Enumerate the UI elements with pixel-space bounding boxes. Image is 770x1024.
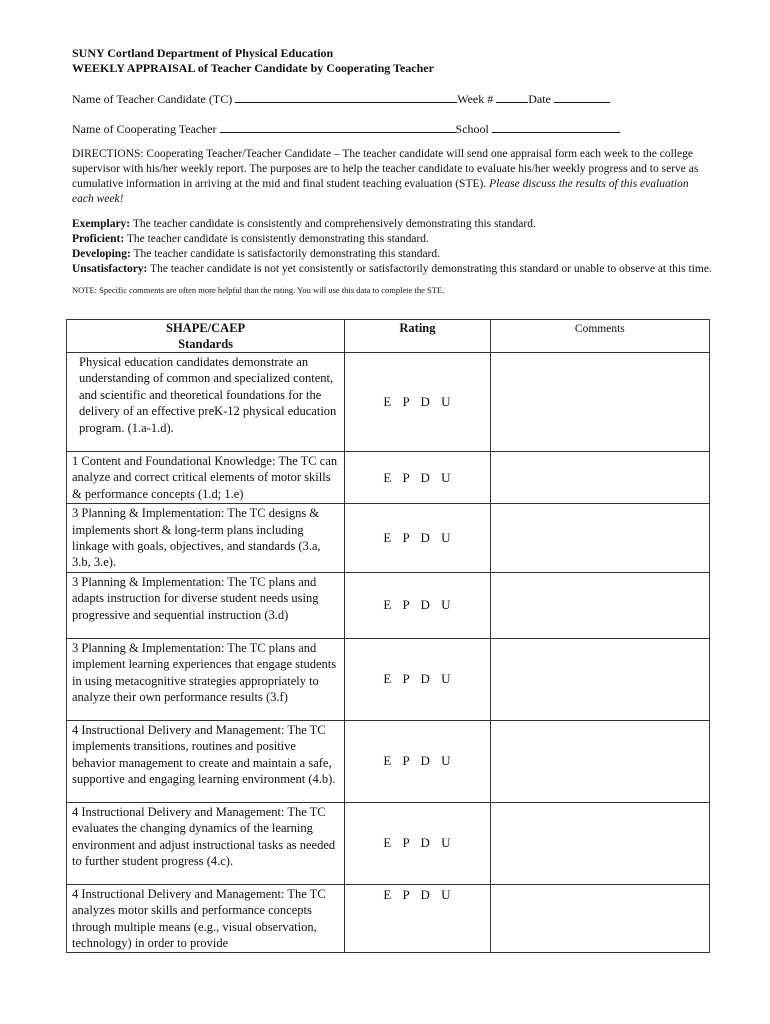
comments-cell[interactable] bbox=[490, 504, 709, 573]
ct-name-row bbox=[72, 121, 712, 137]
tc-name-row bbox=[72, 91, 712, 107]
note: NOTE: Specific comments are often more helpful than the rating. You will use this data to complete the STE. bbox=[72, 285, 445, 295]
table-row bbox=[67, 572, 710, 638]
week-field[interactable] bbox=[496, 91, 528, 103]
date-field[interactable] bbox=[554, 91, 610, 103]
definition-exemplary: Exemplary: The teacher candidate is consistently and comprehensively demonstrating this standard. bbox=[72, 218, 536, 230]
comments-cell[interactable] bbox=[490, 452, 709, 504]
definition-proficient: Proficient: The teacher candidate is consistently demonstrating this standard. bbox=[72, 233, 429, 245]
ct-name-label: Name of Cooperating Teacher bbox=[72, 122, 217, 136]
standard-text: 1 Content and Foundational Knowledge: The TC can analyze and correct critical elements of motor skills & performance concepts (1.d; 1.e) bbox=[67, 452, 345, 504]
rating-options[interactable]: E P D U bbox=[345, 504, 491, 573]
comments-cell[interactable] bbox=[490, 572, 709, 638]
rating-options[interactable]: E P D U bbox=[345, 720, 491, 802]
form-title: WEEKLY APPRAISAL of Teacher Candidate by Cooperating Teacher bbox=[72, 61, 434, 75]
directions-emphasis: Please discuss the results of this evaluation each week! bbox=[72, 178, 689, 205]
ct-name-field[interactable] bbox=[220, 121, 456, 133]
week-label: Week # bbox=[457, 92, 494, 106]
definition-developing: Developing: The teacher candidate is satisfactorily demonstrating this standard. bbox=[72, 248, 441, 260]
standard-text: 4 Instructional Delivery and Management: The TC analyzes motor skills and performance concepts through multiple means (e.g., visual observation, technology) in order to provide bbox=[67, 884, 345, 953]
comments-header: Comments bbox=[490, 320, 709, 353]
rating-options[interactable]: E P D U bbox=[345, 452, 491, 504]
comments-cell[interactable] bbox=[490, 353, 709, 452]
rating-options[interactable]: E P D U bbox=[345, 802, 491, 884]
comments-cell[interactable] bbox=[490, 720, 709, 802]
tc-name-field[interactable] bbox=[235, 91, 457, 103]
table-row bbox=[67, 452, 710, 504]
comments-cell[interactable] bbox=[490, 884, 709, 953]
table-row bbox=[67, 884, 710, 953]
standard-text: 3 Planning & Implementation: The TC plans and implement learning experiences that engage students in using metacognitive strategies appropriately to analyze their own performance results (3.f) bbox=[67, 638, 345, 720]
directions-text: DIRECTIONS: Cooperating Teacher/Teacher Candidate – The teacher candidate will send one appraisal form each week to the college supervisor with his/her weekly report. The purposes are to help the teacher candidate to evaluate his/her weekly progress and to serve as cumulative information in arriving at the mid and final student teaching evaluation (STE). bbox=[72, 148, 699, 190]
table-row bbox=[67, 353, 710, 452]
table-header-row bbox=[67, 320, 710, 353]
standard-text: 4 Instructional Delivery and Management: The TC evaluates the changing dynamics of the learning environment and adjust instructional tasks as needed to further student progress (4.c). bbox=[67, 802, 345, 884]
standard-text: 3 Planning & Implementation: The TC designs & implements short & long-term plans including linkage with goals, objectives, and standards (3.a, 3.b, 3.e). bbox=[67, 504, 345, 573]
school-label: School bbox=[455, 122, 489, 136]
rating-options[interactable]: E P D U bbox=[345, 353, 491, 452]
directions bbox=[72, 147, 712, 207]
date-label: Date bbox=[528, 92, 551, 106]
school-field[interactable] bbox=[492, 121, 620, 133]
table-row bbox=[67, 504, 710, 573]
tc-name-label: Name of Teacher Candidate (TC) bbox=[72, 92, 233, 106]
rating-header: Rating bbox=[345, 320, 491, 353]
table-row bbox=[67, 638, 710, 720]
standard-text: 3 Planning & Implementation: The TC plans and adapts instruction for diverse student needs using progressive and sequential instruction (3.d) bbox=[67, 572, 345, 638]
standards-header: SHAPE/CAEP Standards bbox=[67, 320, 345, 353]
table-row bbox=[67, 802, 710, 884]
comments-cell[interactable] bbox=[490, 638, 709, 720]
definition-unsatisfactory: Unsatisfactory: The teacher candidate is not yet consistently or satisfactorily demonstrating this standard or unable to observe at this time. bbox=[72, 263, 712, 275]
comments-cell[interactable] bbox=[490, 802, 709, 884]
rating-options[interactable]: E P D U bbox=[345, 884, 491, 953]
table-row bbox=[67, 720, 710, 802]
rating-definitions bbox=[72, 217, 712, 277]
department-title: SUNY Cortland Department of Physical Education bbox=[72, 46, 334, 60]
standard-text: Physical education candidates demonstrate an understanding of common and specialized content, and scientific and theoretical foundations for the delivery of an effective preK-12 physical education program. (1.a-1.d). bbox=[67, 353, 345, 452]
form-page bbox=[72, 46, 712, 296]
rating-options[interactable]: E P D U bbox=[345, 572, 491, 638]
appraisal-table bbox=[66, 319, 710, 953]
standard-text: 4 Instructional Delivery and Management: The TC implements transitions, routines and positive behavior management to create and maintain a safe, supportive and engaging learning environment (4.b). bbox=[67, 720, 345, 802]
rating-options[interactable]: E P D U bbox=[345, 638, 491, 720]
